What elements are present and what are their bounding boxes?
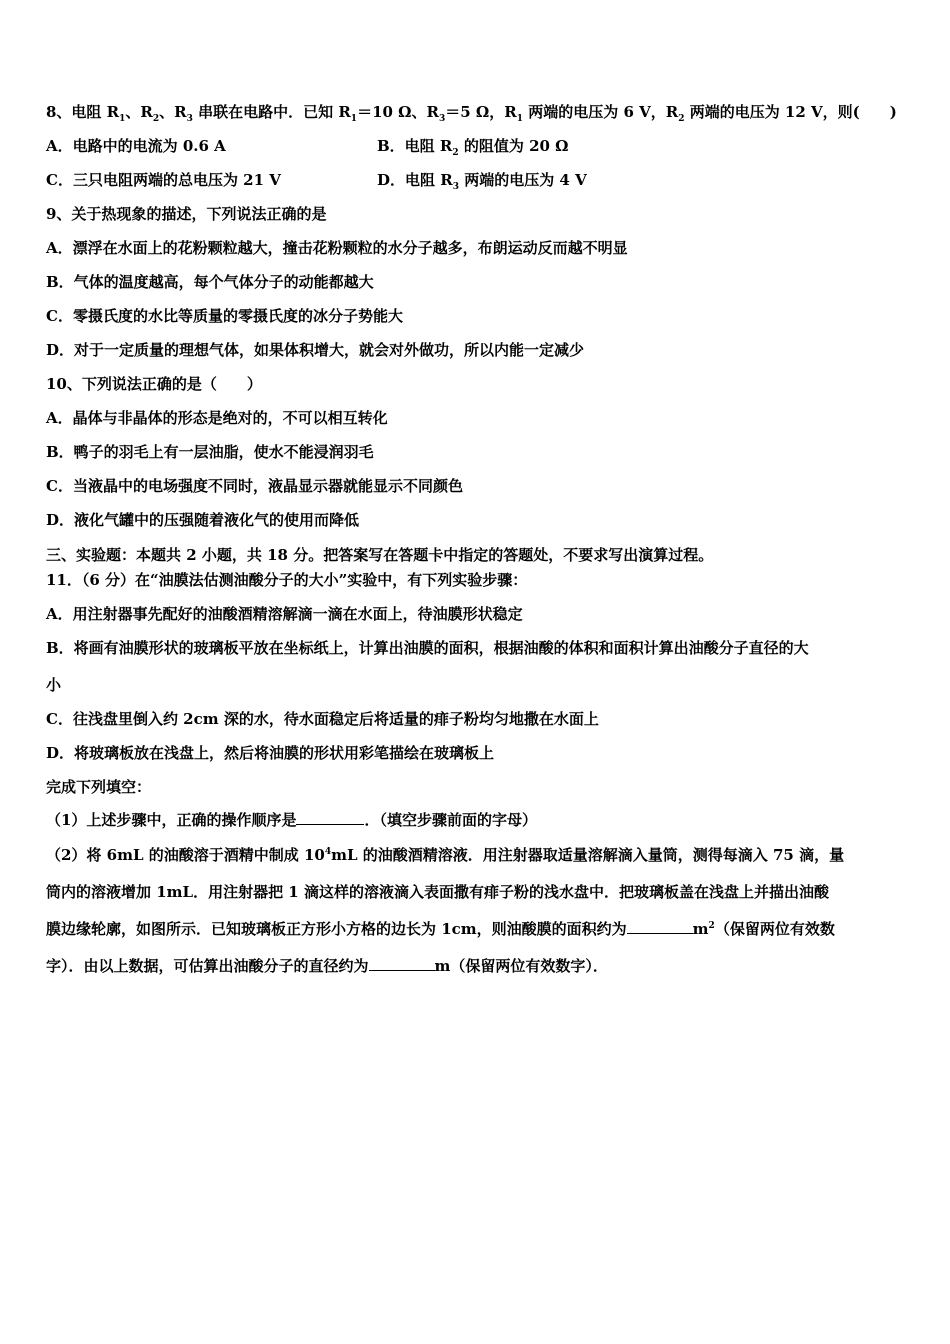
part-text: mL 的油酸酒精溶液．用注射器取适量溶解滴入量筒，测得每滴入 75 滴，量: [331, 846, 845, 864]
q8-stem-text: 两端的电压为 6 V，R: [523, 103, 679, 121]
q11-part-2-line-3: [46, 919, 835, 939]
q8-options-row-2: [46, 170, 587, 192]
subscript: 1: [516, 114, 523, 124]
q10-stem: 10、下列说法正确的是（ ）: [46, 375, 262, 393]
q11-step-d: D．将玻璃板放在浅盘上，然后将油膜的形状用彩笔描绘在玻璃板上: [46, 744, 495, 762]
superscript: 4: [324, 847, 332, 857]
q9-option-b: B．气体的温度越高，每个气体分子的动能都越大: [46, 273, 374, 291]
q8-stem-text: 两端的电压为 12 V，则( ): [684, 103, 897, 121]
part-text: ．（填空步骤前面的字母）: [364, 811, 537, 829]
diameter-answer-blank[interactable]: [369, 956, 435, 971]
unit-text: m: [692, 920, 709, 938]
section-heading: 三、实验题：本题共 2 小题，共 18 分。把答案写在答题卡中指定的答题处，不要求写出演算过程。: [46, 546, 714, 564]
q11-part-2-line-1: [46, 845, 844, 865]
subscript: 3: [186, 114, 193, 124]
q11-fill-prompt: 完成下列填空：: [46, 778, 152, 796]
superscript: 2: [708, 921, 715, 931]
option-text: D．电阻 R: [377, 171, 453, 189]
part-text: （2）将 6mL 的油酸溶于酒精中制成 10: [46, 846, 325, 864]
q11-step-c: C．往浅盘里倒入约 2cm 深的水，待水面稳定后将适量的痱子粉均匀地撒在水面上: [46, 710, 599, 728]
q9-option-d: D．对于一定质量的理想气体，如果体积增大，就会对外做功，所以内能一定减少: [46, 341, 585, 359]
q8-stem-text: ＝10 Ω、R: [357, 103, 439, 121]
subscript: 1: [350, 114, 358, 124]
q8-option-b: [377, 136, 569, 156]
q11-part-2-line-4: [46, 956, 608, 976]
option-text: 的阻值为 20 Ω: [458, 137, 569, 155]
subscript: 3: [438, 114, 446, 124]
q9-option-c: C．零摄氏度的水比等质量的零摄氏度的冰分子势能大: [46, 307, 403, 325]
part-text: m（保留两位有效数字）．: [434, 957, 608, 975]
q9-stem: 9、关于热现象的描述，下列说法正确的是: [46, 205, 327, 223]
q8-option-a: A．电路中的电流为 0.6 A: [46, 137, 226, 155]
answer-blank[interactable]: [296, 810, 364, 825]
subscript: 3: [452, 182, 459, 192]
subscript: 2: [678, 114, 685, 124]
q11-part-1: [46, 810, 537, 830]
q8-option-d: [377, 170, 587, 190]
q10-option-a: A．晶体与非晶体的形态是绝对的，不可以相互转化: [46, 409, 388, 427]
part-text: 字）．由以上数据，可估算出油酸分子的直径约为: [46, 957, 369, 975]
q8-stem-text: 、R: [159, 103, 187, 121]
q8-stem-text: 、R: [125, 103, 153, 121]
q8-stem-text: ＝5 Ω，R: [445, 103, 517, 121]
area-answer-blank[interactable]: [627, 919, 693, 934]
subscript: 1: [119, 114, 126, 124]
part-text: （保留两位有效数: [714, 920, 835, 938]
q10-option-d: D．液化气罐中的压强随着液化气的使用而降低: [46, 511, 360, 529]
q10-option-b: B．鸭子的羽毛上有一层油脂，使水不能浸润羽毛: [46, 443, 374, 461]
q9-option-a: A．漂浮在水面上的花粉颗粒越大，撞击花粉颗粒的水分子越多，布朗运动反而越不明显: [46, 239, 628, 257]
q8-stem-text: 串联在电路中．已知 R: [192, 103, 351, 121]
q8-stem-text: 8、电阻 R: [46, 103, 120, 121]
part-text: 膜边缘轮廓，如图所示．已知玻璃板正方形小方格的边长为 1cm，则油酸膜的面积约为: [46, 920, 627, 938]
q11-step-a: A．用注射器事先配好的油酸酒精溶解滴一滴在水面上，待油膜形状稳定: [46, 605, 523, 623]
part-text: （1）上述步骤中，正确的操作顺序是: [46, 811, 297, 829]
option-text: B．电阻 R: [377, 137, 453, 155]
subscript: 2: [452, 148, 459, 158]
subscript: 2: [152, 114, 160, 124]
q8-option-c: C．三只电阻两端的总电压为 21 V: [46, 171, 281, 189]
option-text: 两端的电压为 4 V: [458, 171, 587, 189]
q11-stem: 11．（6 分）在“油膜法估测油酸分子的大小”实验中，有下列实验步骤：: [46, 571, 528, 589]
q8-stem: [46, 102, 897, 122]
q11-step-b: B．将画有油膜形状的玻璃板平放在坐标纸上，计算出油膜的面积，根据油酸的体积和面积计算出油酸分子直径的大: [46, 639, 809, 657]
q10-option-c: C．当液晶中的电场强度不同时，液晶显示器就能显示不同颜色: [46, 477, 463, 495]
q11-part-2-line-2: 筒内的溶液增加 1mL．用注射器把 1 滴这样的溶液滴入表面撒有痱子粉的浅水盘中．把玻璃板盖在浅盘上并描出油酸: [46, 883, 829, 901]
q11-step-b-cont: 小: [46, 676, 62, 694]
q8-options-row-1: [46, 136, 569, 158]
